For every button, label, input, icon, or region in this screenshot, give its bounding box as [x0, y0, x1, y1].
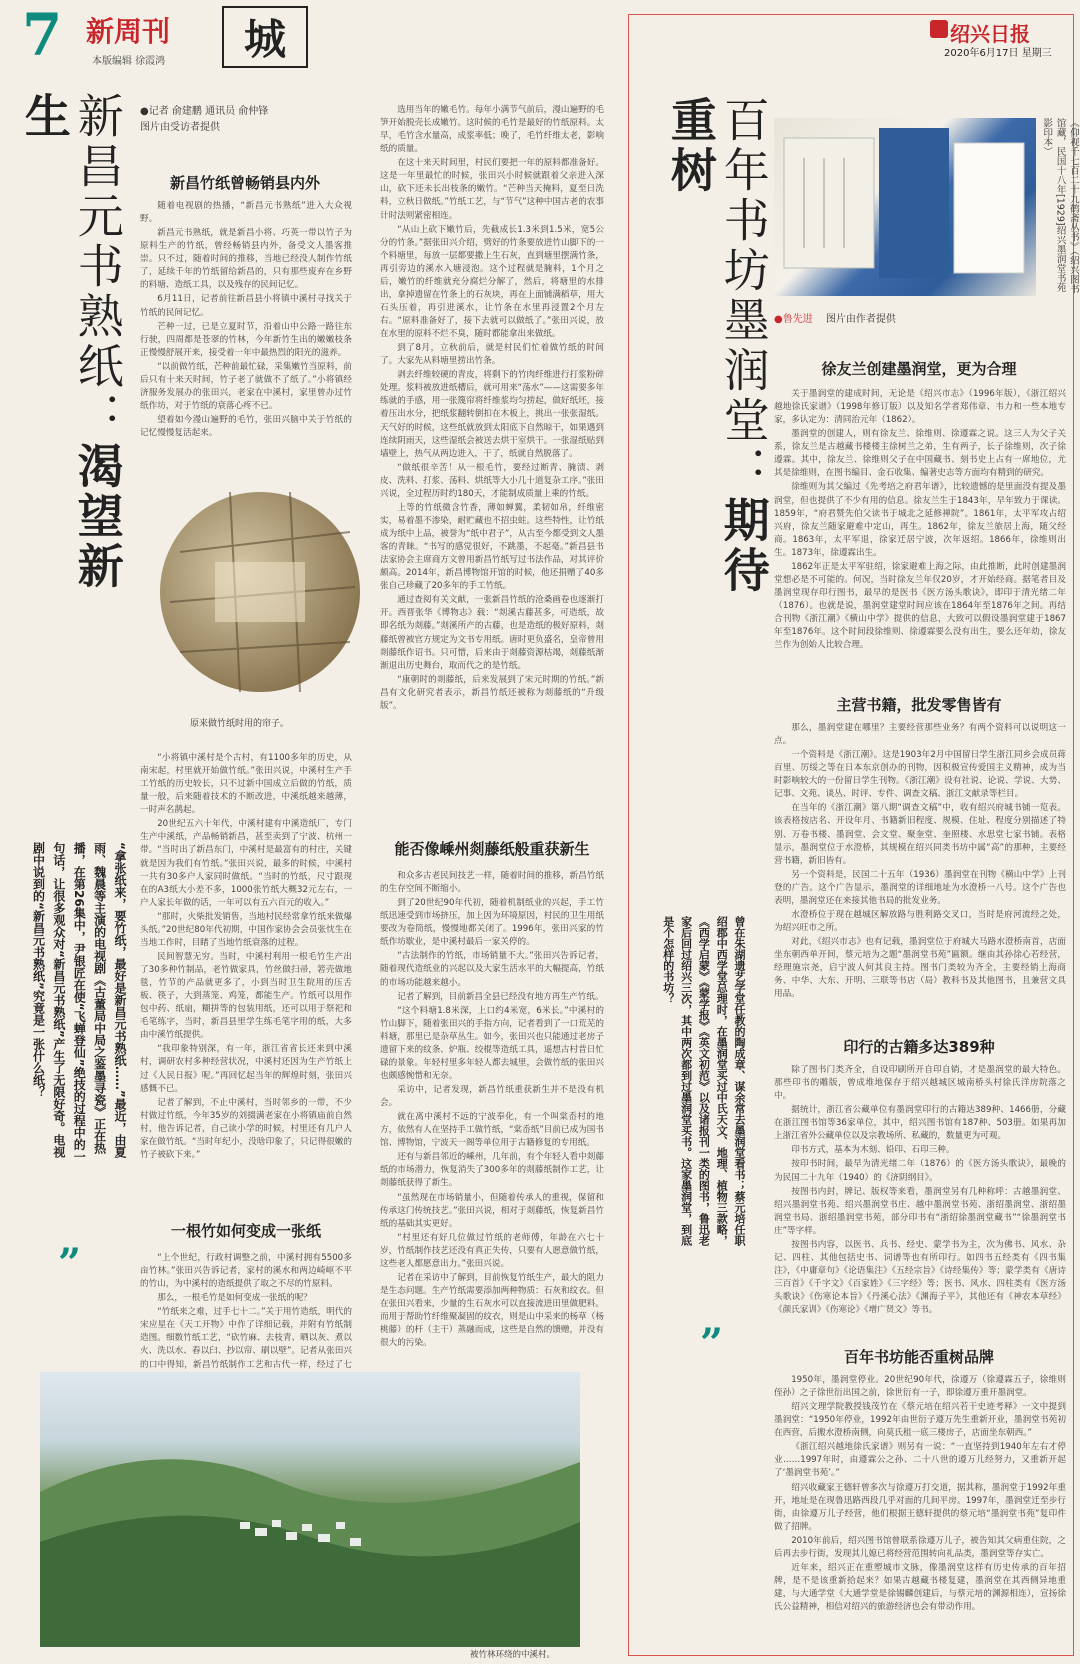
paragraph: 芒种一过，已是立夏时节，沿着山中公路一路往东行驶，四周都是苍翠的竹林，今年新竹生出的嫩嫩枝条正慢慢舒展开来，接受着一年中最热烈的阳光的滋养。 [140, 321, 352, 358]
paragraph: 记者了解到，目前新昌全县已经没有地方再生产竹纸。 [397, 991, 604, 1002]
paragraph: “做纸很辛苦！从一根毛竹，要经过断青、腌渍、剥皮、洗料、打浆、荡料、烘纸等大小几十道复杂工序。”张田兴说，全过程历时约180天，才能制成质量上乘的竹纸。 [380, 462, 604, 499]
page-number: 7 [22, 1, 63, 69]
left-col2-lower [380, 870, 604, 1366]
paragraph: 《浙江绍兴越地徐氏家谱》则另有一说：“一直坚持到1940年左右才停业……1997年时，由遵霖公之孙、二十八世的遵万儿经努力，又重新开起了‘墨润堂书苑’。” [774, 1442, 1066, 1479]
right-byline-author: ●鲁先进 [774, 314, 813, 325]
left-col1-upper [140, 200, 352, 482]
paragraph: 选用当年的嫩毛竹。每年小满节气前后，漫山遍野的毛笋开始脱壳长成嫩竹。这时候的毛竹是最好的竹纸原料。太早，毛竹含水量高，成浆率低；晚了，毛竹纤维太老，影响纸的质量。 [380, 105, 604, 155]
right-headline [664, 96, 770, 636]
paragraph: 采访中，记者发现，新昌竹纸重获新生并不是没有机会。 [380, 1085, 604, 1109]
paragraph: 在这十来天时间里，村民们要把一年的原料都准备好。这是一年里最忙的时候，张田兴小时候就跟着父亲进入深山，砍下还未长出枝条的嫩竹。“芒种当天掩料，夏至日洗料，立秋日做纸。”竹纸工艺，与“节气”这种中国古老的农事计时法则紧密相连。 [380, 158, 604, 221]
paragraph: 另一个资料是，民国二十五年（1936）墨润堂在刊物《横山中学》上刊登的广告。这个广告显示，墨润堂的详细地址为水澄桥一八号。这个广告也表明，墨润堂还在来接其他书局的批发业务。 [774, 869, 1066, 906]
left-subhead-1: 新昌竹纸曾畅销县内外 [169, 174, 320, 192]
paragraph: 上等的竹纸微含竹香，薄如蝉翼，柔韧如帛，纤维密实，易着墨不渗染，耐贮藏也不招虫蛀。这些特性，让竹纸成为纸中上品，被誉为“纸中君子”，从古至今都受到文人墨客的青睐。“书写的感觉很好，不跳墨，不起毫。”新昌县书法家协会主席商方文曾用新昌竹纸写过书法作品，对其评价颇高。2014年，新昌博物馆开馆的时候，他还捐赠了40多张自己珍藏了20多年的手工竹纸。 [380, 502, 604, 592]
paragraph: 水澄桥位于现在越城区解放路与胜利路交叉口，当时是府河流经之处，为绍兴旺市之所。 [774, 909, 1066, 933]
paragraph: 新昌元书熟纸，就是新昌小将、巧英一带以竹子为原料生产的竹纸，曾经畅销县内外，备受文人墨客推崇。只不过，随着时间的推移，当地已经没人制作竹纸了，延续千年的竹纸留给新昌的，只有那些废弃在乡野的料塘、造纸工具，以及残存的民间记忆。 [140, 228, 352, 291]
paragraph: 一个资料是《浙江潮》。这是1903年2月中国留日学生浙江同乡会成员蒋百里、厉绥之等在日本东京创办的刊物，因积极宣传爱国主义精神，成为当时影响较大的一份留日学生刊物。《浙江潮》设有社说、论说、学说、大势、记事、文苑、谈丛、时评、专件、调查文稿、浙江文献录等栏目。 [774, 750, 1066, 800]
left-subhead-2: 一根竹如何变成一张纸 [170, 1222, 321, 1240]
left-byline-reporter: ●记者 俞建鹏 通讯员 俞仲锋 [140, 106, 269, 117]
paragraph: “康朝时的剡藤纸，后来发展到了宋元时期的竹纸。”新昌有文化研究者表示，新昌竹纸还被称为剡藤纸的“升级版”。 [380, 674, 604, 711]
newspaper-logo-icon [930, 20, 948, 38]
paragraph: 除了图书门类齐全，自设印刷所开自印自销，才是墨润堂的最大特色。那些印书的雕版，曾成堆地保存于绍兴越城区城南桥头村徐氏洋房院落之中。 [774, 1065, 1066, 1102]
left-byline-photo: 图片由受访者提供 [140, 122, 220, 133]
paragraph: 记者在采访中了解到，目前恢复竹纸生产，最大的阻力是生态问题。生产竹纸需要添加两种物质：石灰和纹衣。但在张田兴看来，少量的生石灰水可以直接流进田里做肥料。而用于帮助竹纤维聚凝固的纹衣，则是山中采来的杨草（杨桃藤）的杆（主干）蒸融而成，这些是自然的馈赠，并没有很大的污染。 [380, 1272, 604, 1349]
paragraph: “上个世纪，行政村调整之前，中溪村拥有5500多亩竹林。”张田兴告诉记者，家村的溪水和两边崎岖不平的竹山，为中溪村的造纸提供了取之不尽的竹原料。 [140, 1253, 352, 1290]
paragraph: 6月11日，记者前往新昌县小将镇中溪村寻找关于竹纸的民间记忆。 [140, 294, 352, 318]
book-graphic [774, 118, 1036, 296]
paragraph: “虽然现在市场销量小，但随着传承人的重视，保留和传承这门传统技艺。”张田兴说，相对于剡藤纸，恢复新昌竹纸的基础其实更好。 [380, 1192, 604, 1229]
paragraph: 绍兴文理学院教授钱茂竹在《蔡元培在绍兴若干史迹考释》一文中提到墨润堂：“1950年停业，1992年由世衍子遵万先生重新开业，墨润堂书苑初在西营，后搬水澄桥南侧，向莫氏租一底三楼房子，店面坐东朝西。” [774, 1402, 1066, 1439]
paragraph: “从山上砍下嫩竹后，先截成长1.3米到1.5米，宽5公分的竹条。”据张田兴介绍，劈好的竹条要放进竹山脚下的一个料塘里，每放一层都要撒上生石灰，直到塘里摆满竹条，再引旁边的溪水入塘浸泡。这个过程就是腌料，1个月之后，嫩竹的纤维就充分腐烂分解了，然后，将塘里的水排出，拿掉遗留在竹条上的石灰块，再在上面铺满稻草，用大石头压着，再引进溪水，让竹条在水里再浸置2个月左右。“原料准备好了，接下去就可以做纸了。”张田兴说，放在水里的原料不烂不臭，随时都能拿出来做纸。 [380, 224, 604, 340]
right-intro-quote: 曾在朱湖遗艺学堂任教的陶成章、谋余常去墨润堂看书；蔡元培任职绍郡中西学堂总理时，在墨润堂买过中氏天文、地理、植物三款略，《西学启蒙》《蒙学报》《英文初范》以及诸报刊一类的图书，鲁迅老家后回过绍兴三次，其中两次都到过墨润堂买书。这家墨润堂，到底是个怎样的书坊？ [661, 916, 746, 1246]
paragraph: 对此，《绍兴市志》也有记载，墨润堂位于府城大马路水澄桥南首，店面坐东朝西单开间，蔡元培为之题“墨润堂书苑”匾额。继由其孙徐心若经营，经理施宗尧，启宁波人何其良主持。图书门类较为齐全，主要经销上海商务、中华、大东、开明、三联等书店（局）教科书及其他图书，且兼营文具用品。 [774, 937, 1066, 1000]
paragraph: 在当年的《浙江潮》第八期“调查文稿”中，收有绍兴府城书铺一览表。该表格按店名、开设年月、书籍新旧程度、规模、住址、程度分别描述了特别、万卷书楼、墨润堂、会文堂、聚奎堂、奎照楼、水思堂七家书铺。表格显示，墨润堂位于水澄桥，其规模在绍兴同类书坊中属“高”的那种，主要经营书籍，新旧皆有。 [774, 803, 1066, 866]
paragraph: 按印书时间，最早为清光绪二年（1876）的《医方汤头歌诀》，最晚的为民国二十九年（1940）的《济阴纲目》。 [774, 1159, 1066, 1183]
paragraph: 那么，一根毛竹是如何变成一张纸的呢？ [157, 1293, 312, 1304]
right-subhead-1: 徐友兰创建墨润堂，更为合理 [821, 360, 1017, 378]
bamboo-screen-graphic [160, 492, 360, 692]
paragraph: 望着如今漫山遍野的毛竹，张田兴脑中关于竹纸的记忆慢慢复活起来。 [140, 415, 352, 439]
quote-mark-icon-right: ” [700, 1320, 724, 1367]
paragraph: 就在离中溪村不远的宁波奉化，有一个叫棠岙村的地方，依然有人在坚持手工做竹纸，“棠岙纸”目前已成为国书馆、博物馆，宁波天一阁等单位用于古籍修复的专用纸。 [380, 1112, 604, 1149]
paragraph: 1950年，墨润堂停业。20世纪90年代，徐遵万（徐遵霖五子，徐维则侄孙）之子徐世衍出国之前，徐世衍有一子，即徐遵万重开墨润堂。 [774, 1375, 1066, 1399]
left-headline [18, 92, 124, 612]
paragraph: 到了8月，立秋前后，就是村民们忙着做竹纸的时间了。大家先从料塘里捞出竹条。 [380, 343, 604, 367]
paragraph: 按图书内容，以医书、兵书、经史、蒙学书为主，次为佛书、风水、杂记、四柱、其他包括史书、词谱等也有所印行。如四书五经类有《四书集注》，《中庸章句》《论语集注》《五经宗旨》《诗经集传》等；蒙学类有《唐诗三百首》《千字文》《百家姓》《三字经》等；医书、风水、四柱类有《医方汤头歌诀》《伤寒论本旨》《丹溪心法》《渊海子平》，其他还有《神农本草经》《颜氏家训》《伤寒论》《增广贤文》等书。 [774, 1239, 1066, 1316]
paragraph: 绍兴收藏家王德轩曾多次与徐遵万打交道，据其称，墨润堂于1992年重开，地址是在现鲁迅路西段几乎对面的几间平房。1997年，墨润堂迁至步行街，由徐遵万儿子经营，他们根据王德轩提供的蔡元培“墨润堂书苑”复印件做了招牌。 [774, 1482, 1066, 1532]
right-byline [774, 312, 896, 328]
right-section-4 [774, 1374, 1066, 1652]
paragraph: 那么，墨润堂建在哪里？主要经营那些业务？有两个资料可以说明这一点。 [774, 723, 1066, 747]
paragraph: 按图书内封，牌记、版权等来看，墨润堂另有几种称呼：古越墨润堂、绍兴墨润堂书苑、绍兴墨润堂书庄、越中墨润堂书苑、浙绍墨润堂、浙绍墨润堂书局、浙绍墨润堂书苑，部分印书有“浙绍徐墨润堂藏书”“徐墨润堂书庄”等字样。 [774, 1186, 1066, 1236]
paragraph: 剥去纤维较硬的青皮，将剩下的竹肉纤维进行打浆粉碎处理。浆料被放进纸槽后，就可用来“荡水”——这需要多年练就的手感，用一张篾帘将纤维浆均匀捞起，做好纸坯，接着压出水分，把纸浆翻转倒扣在木板上，挑出一张张湿纸。天气好的时候，这些纸就放到太阳底下自然晾干，如果遇到连续阴雨天，这些湿纸会被送去烘干室烘干。一张湿纸贴到墙壁上，热气从两边进入，干了，纸就自然脱落了。 [380, 370, 604, 459]
editor-credit: 本版编辑 徐霞鸿 [92, 56, 166, 67]
paragraph: 徐维则为其父编过《先考培之府君年谱》，比较遗憾的是里面没有提及墨润堂，但也提供了不少有用的信息。徐友兰生于1843年，早年致力于课读。1859年，“府君赞先伯父读书于城北之延修禅院”。1861年，太平军攻占绍兴府，徐友兰随家避难中定山，再生。1862年，徐友兰旅居上海，随父经商。1863年，太平军退，徐家迁居宁波，次年返绍。1866年，徐维则出生。1873年，徐遵霖出生。 [774, 482, 1066, 558]
paragraph: “竹纸来之难，过手七十二。”关于用竹造纸，明代的宋应星在《天工开物》中作了详细记载，并附有竹纸制造图。细数竹纸工艺，“砍竹麻、去枝青、晒以灰、煮以火、洗以水、舂以臼、抄以帘、刷以壁”。记者从张田兴的口中得知，新昌竹纸制作工艺和古代一样，经过了七 [140, 1307, 352, 1370]
paragraph: 和众多古老民间技艺一样，随着时间的推移，新昌竹纸的生存空间不断缩小。 [380, 871, 604, 895]
left-col1-lower [140, 752, 352, 1184]
left-intro-quote: “拿张纸来，要竹纸，最好是新昌元书熟纸……”最近，由夏雨、魏晨等主演的电视剧《古董局中局之鉴墨寻瓷》正在热播，在第26集中，尹银匠在使“飞蝉登仙”绝技的过程中的一句话，让很多观众对“新昌元书熟纸”产生了无限好奇。电视剧中说到的“新昌元书熟纸”究竟是一张什么纸？ [31, 842, 127, 1163]
bamboo-screen-photo [160, 492, 360, 692]
paragraph: 20世纪五六十年代，中溪村建有中溪造纸厂，专门生产中溪纸，产品畅销新昌，甚至卖到了宁波、杭州一带。“当时出了新昌东门，中溪村是最富有的村庄，关键就是因为我们有竹纸。”张田兴说，最多的时候，中溪村一共有30多户人家同时做纸。“当时的竹纸，尺寸跟现在的A3纸大小差不多，1000张竹纸大概32元左右，一户人家长年做的话，一年可以有五六百元的收入。” [140, 819, 352, 908]
right-section-3 [774, 1064, 1066, 1332]
paragraph: 据统计，浙江省公藏单位有墨润堂印行的古籍达389种、1466册，分藏在浙江图书馆等36家单位，其中，绍兴图书馆有187种、503册。如果再加上浙江省外公藏单位以及宗教场所、私藏的，数量更为可观。 [774, 1105, 1066, 1142]
paragraph: 墨润堂的创建人，则有徐友兰、徐维则、徐遵霖之说。这三人为父子关系，徐友兰是古越藏书楼楼主徐树兰之弟，生有两子，长子徐维则，次子徐遵霖。其中，徐友兰、徐维则父子在中国藏书、刻书史上占有一席地位，尤其是徐维则，在图书编目、金石收集、编著史志等方面均有精到的研究。 [774, 429, 1066, 479]
paragraph: 通过查阅有关文献，一张新昌竹纸的沧桑画卷也逐渐打开。西晋张华《博物志》载：“剡溪古藤甚多，可造纸，故即名纸为剡藤。”剡溪所产的古藤，也是造纸的极好原料，剡藤纸曾被官方规定为文书专用纸。唐时更负盛名，皇帝曾用剡藤纸作诏书。只可惜，后来由于剡藤资源枯竭，剡藤纸渐渐退出历史舞台，取而代之的是竹纸。 [380, 595, 604, 671]
left-headline-part1: 新昌元书熟纸： [70, 92, 125, 442]
paragraph: 印书方式，基本为木刻、铅印、石印三种。 [791, 1145, 955, 1156]
circle-photo-caption: 原来做竹纸时用的帘子。 [190, 719, 290, 729]
right-subhead-2: 主营书籍，批发零售皆有 [836, 696, 1002, 714]
left-col2-upper [380, 104, 604, 830]
issue-date: 2020年6月17日 星期三 [944, 48, 1052, 59]
paragraph: “那时，火柴批发销售，当地村民经常拿竹纸来做爆头纸。”20世纪80年代初期，中国作家协会会员张忱生在当地工作时，目睹了当地竹纸衰落的过程。 [140, 911, 352, 948]
right-section-2 [774, 722, 1066, 1028]
paragraph: “村里还有好几位做过竹纸的老师傅，年龄在六七十岁，竹纸制作技艺还没有真正失传，只要有人愿意做竹纸，这些老人都愿意出力。”张田兴说。 [380, 1232, 604, 1269]
paragraph: 记者了解到，不止中溪村，当时邻乡的一带，不少村做过竹纸，今年35岁的刘掇满老家在小将镇庙前自然村，他告诉记者，自己读小学的时候，村里还有几户人家在做竹纸。“当时年纪小，没啥印象了，只记得很嫩的竹子被砍下来。” [140, 1097, 352, 1160]
right-subhead-3: 印行的古籍多达389种 [843, 1038, 995, 1056]
landscape-caption: 被竹林环绕的中溪村。 [470, 1650, 556, 1660]
right-headline-part1: 百年书坊墨润堂： [716, 96, 771, 496]
left-headline-part2: 渴望新生 [17, 92, 125, 592]
left-subhead-3: 能否像嵊州剡藤纸般重获新生 [394, 840, 590, 858]
right-headline-part2: 期待重树 [663, 96, 771, 596]
left-byline [140, 104, 350, 136]
city-tag: 城 [222, 6, 308, 68]
paragraph: “我印象特别深，有一年，浙江省省长还来到中溪村，调研农村多种经营状况，中溪村还因为生产竹纸上过《人民日报》呢。”再回忆起当年的辉煌时刻，张田兴感慨不已。 [140, 1044, 352, 1094]
paragraph: 还有与新昌邻近的嵊州，几年前，有个年轻人看中剡藤纸的市场潜力，恢复消失了300多年的剡藤纸制作工艺，让剡藤纸获得了新生。 [380, 1152, 604, 1189]
paragraph: 近年来，绍兴正在重塑城市文脉，像墨润堂这样有历史传承的百年招牌，是不是该重新拾起来？如果古越藏书楼复建，墨润堂在其西侧异地重建，与大通学堂《大通学堂是徐锡麟创建后，与蔡元培的渊源相连），宣扬徐氏公益精神，相信对绍兴的旅游经济也会有带动作用。 [774, 1562, 1066, 1613]
right-section-1 [774, 388, 1066, 686]
right-subhead-4: 百年书坊能否重树品牌 [843, 1348, 994, 1366]
right-byline-photo: 图片由作者提供 [825, 314, 896, 325]
paragraph: “古法制作的竹纸，市场销量不大。”张田兴告诉记者，随着现代造纸业的兴起以及大家生活水平的大幅提高，竹纸的市场功能越来越小。 [380, 951, 604, 988]
paragraph: “以前做竹纸，芒种前最忙碌，采集嫩竹当原料，前后只有十来天时间，竹子老了就做不了纸了。”小将镇经济服务发展办的张田兴，老家在中溪村，家里曾办过竹纸作坊，对于竹纸的衰落心疼不已。 [140, 361, 352, 411]
landscape-graphic [40, 1372, 580, 1647]
newspaper-logo: 绍兴日报 [950, 22, 1030, 46]
quote-mark-icon: ” [58, 1240, 82, 1287]
paragraph: 1862年正是太平军驻绍，徐家避难上海之际，由此推断，此时创建墨润堂想必是不可能的。何况，当时徐友兰年仅20岁，才开始经商。据笔者目及墨润堂现存印行图书，最早的是医书《医方汤头歌诀》，即印于清光绪二年（1876）。也就是说，墨润堂建堂时间应该在1864年至1876年之间。再结合刊物《浙江潮》《横山中学》提供的信息，大致可以假设墨润堂建于1867年至1876年。这个时间段徐维则、徐遵霖要么没有出生，要么还年幼，徐友兰作为创始人比较合理。 [774, 561, 1066, 651]
section-title: 新周刊 [86, 15, 171, 48]
paragraph: 民间智慧无穷。当时，中溪村利用一根毛竹生产出了30多种竹制品，老竹做家具，竹丝做扫帚，箬壳做地毯，竹节的产品就更多了，小到当时卫生院用的压舌板、筷子，大到蒸笼、鸡笼，都能生产。竹纸可以用作包中药、纸扇，糊拼等的包装用纸，还可以用于祭祀和毛笔练字，当时，新昌县里学生练毛笔字用的纸，大多由中溪竹纸提供。 [140, 951, 352, 1041]
paragraph: 2010年前后，绍兴图书馆曾联系徐遵万儿子，被告知其父病重住院，之后再去步行街，发现其儿媳已将经营范围转向礼品类，墨润堂等存实亡。 [774, 1535, 1066, 1559]
paragraph: “小将镇中溪村是个古村，有1100多年的历史，从南宋起，村里就开始做竹纸。”张田兴说，中溪村生产手工竹纸的历史较长，只不过新中国成立后做的竹纸，质量一般，后来随着技术的不断改进，中溪纸越来越薄，一时声名鹊起。 [140, 753, 352, 816]
paragraph: 到了20世纪90年代初，随着机制纸业的兴起，手工竹纸迅速受到市场挤压，加上因为环境原因，村民的卫生用纸要改为卷筒纸，慢慢地都关闭了。1996年，张田兴家的竹纸作坊歇业，是中溪村最后一家关停的。 [380, 898, 604, 948]
paragraph: 随着电视剧的热播，“新昌元书熟纸”进入大众视野。 [140, 201, 352, 225]
paragraph: “这个料塘1.8米深，上口约4米宽，6米长。”中溪村的竹山脚下，随着张田兴的手指方向，记者看到了一口荒芜的料塘，那里已是杂草丛生。如今，张田兴也只能通过老房子遗留下来的纹条、炉瓶、绞棍等造纸工具，遥想古村昔日忙碌的景象。年轻村里多年轻人都去城里，会做竹纸的张田兴也颇感惋惜和无奈。 [380, 1005, 604, 1081]
ancient-book-photo [774, 118, 1036, 296]
village-landscape-photo [40, 1372, 580, 1647]
book-photo-caption: 《仰视千七百二十九鹤斋丛书》（绍兴图书馆藏，民国十八年[1929]绍兴墨润堂书苑影印本） [1041, 118, 1079, 294]
paragraph: 关于墨润堂的建成时间，无论是《绍兴市志》（1996年版），《浙江绍兴越地徐氏家谱》（1998年修订版）以及知名学者郑伟章、韦力和一些本地专家，多认定为：清同治元年（1862）。 [774, 389, 1066, 426]
left-col1-bottom [140, 1252, 352, 1368]
